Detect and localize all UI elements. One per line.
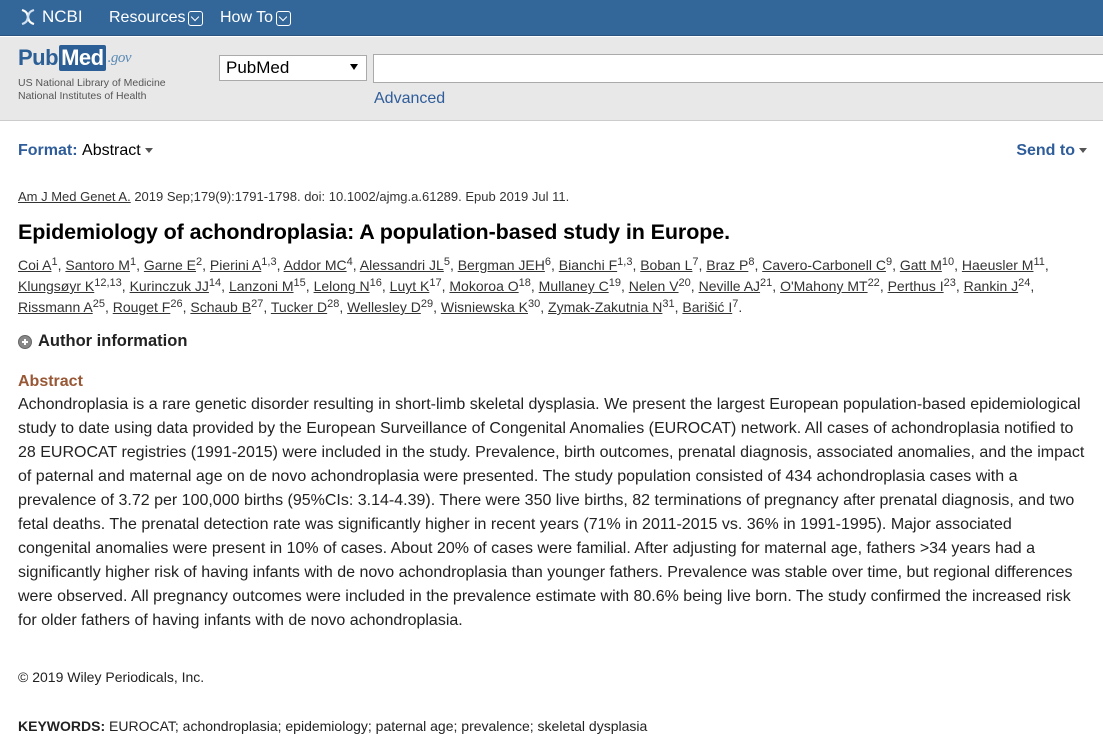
affiliation-number: 11	[1033, 256, 1045, 268]
affiliation-number: 1	[51, 256, 58, 268]
author-link[interactable]: Bianchi F	[558, 257, 618, 273]
resources-menu[interactable]	[109, 9, 203, 27]
author-link[interactable]: Barišić I	[682, 299, 733, 315]
ncbi-helix-icon	[18, 7, 38, 27]
author-link[interactable]: Mokoroa O	[449, 278, 519, 294]
author-link[interactable]: Braz P	[706, 257, 749, 273]
pubmed-logo[interactable]	[18, 45, 166, 103]
affiliation-number: 25	[92, 298, 105, 310]
advanced-search-link[interactable]: Advanced	[374, 90, 446, 107]
author-link[interactable]: Addor MC	[283, 257, 347, 273]
affiliation-number: 4	[346, 256, 353, 268]
ncbi-header-bar	[0, 0, 1103, 36]
author-link[interactable]: Klungsøyr K	[18, 278, 95, 294]
author-link[interactable]: Santoro M	[65, 257, 130, 273]
journal-link[interactable]: Am J Med Genet A.	[18, 189, 131, 204]
pubmed-wordmark	[18, 45, 166, 71]
author-information-toggle[interactable]	[18, 332, 187, 351]
affiliation-number: 17	[429, 277, 442, 289]
logo-gov: .gov	[107, 50, 131, 66]
database-select[interactable]	[219, 55, 367, 81]
affiliation-number: 27	[251, 298, 264, 310]
affiliation-number: 23	[943, 277, 956, 289]
copyright-notice: © 2019 Wiley Periodicals, Inc.	[18, 669, 205, 685]
send-to-label: Send to	[1016, 142, 1075, 159]
citation-line	[18, 189, 569, 204]
author-link[interactable]: Perthus I	[887, 278, 944, 294]
author-link[interactable]: Rouget F	[112, 299, 171, 315]
ncbi-logo-text: NCBI	[42, 7, 83, 26]
search-input[interactable]	[373, 54, 1103, 83]
author-link[interactable]: Kurinczuk JJ	[129, 278, 209, 294]
author-link[interactable]: Bergman JEH	[457, 257, 545, 273]
article-title: Epidemiology of achondroplasia: A population-based study in Europe.	[18, 220, 730, 244]
abstract-text: Achondroplasia is a rare genetic disorder resulting in short-limb skeletal dysplasia. We present the largest European population-based epidemiological study to date using data provided by the European Surveillance of Congenital Anomalies (EUROCAT) network. All cases of achondroplasia notified to 28 EUROCAT registries (1991-2015) were included in the study. Prevalence, birth outcomes, prenatal diagnosis, associated anomalies, and the impact of paternal and maternal age on de novo achondroplasia were presented. The study population consisted of 434 achondroplasia cases with a prevalence of 3.72 per 100,000 births (95%CIs: 3.14-4.39). There were 350 live births, 82 terminations of pregnancy after prenatal diagnosis, and two fetal deaths. The prenatal detection rate was significantly higher in recent years (71% in 2011-2015 vs. 36% in 1991-1995). Major associated congenital anomalies were present in 10% of cases. About 20% of cases were familial. After adjusting for maternal age, fathers >34 years had a significantly higher risk of having infants with de novo achondroplasia than younger fathers. Prevalence was stable over time, but regional differences were observed. All pregnancy outcomes were included in the prevalence estimate with 80.6% being live born. The study confirmed the increased risk for older fathers of having infants with de novo achondroplasia.	[18, 396, 1085, 629]
search-band	[0, 37, 1103, 121]
affiliation-number: 16	[369, 277, 382, 289]
author-link[interactable]: Coi A	[18, 257, 52, 273]
author-link[interactable]: Wisniewska K	[440, 299, 528, 315]
caret-down-icon	[145, 148, 153, 153]
author-link[interactable]: Tucker D	[270, 299, 328, 315]
citation-details: 2019 Sep;179(9):1791-1798. doi: 10.1002/ajmg.a.61289. Epub 2019 Jul 11.	[130, 189, 570, 204]
keywords-list: EUROCAT; achondroplasia; epidemiology; paternal age; prevalence; skeletal dysplasia	[109, 718, 648, 734]
logo-med: Med	[61, 45, 104, 70]
expand-plus-icon	[18, 335, 32, 349]
author-link[interactable]: Neville AJ	[698, 278, 761, 294]
chevron-down-icon	[188, 11, 203, 26]
author-link[interactable]: O'Mahony MT	[780, 278, 868, 294]
resources-label: Resources	[109, 9, 186, 26]
affiliation-number: 1,3	[617, 256, 633, 268]
affiliation-number: 8	[748, 256, 755, 268]
affiliation-number: 1	[129, 256, 137, 268]
author-link[interactable]: Lanzoni M	[228, 278, 294, 294]
affiliation-number: 31	[662, 298, 675, 310]
author-link[interactable]: Rankin J	[963, 278, 1019, 294]
affiliation-number: 29	[420, 298, 434, 310]
affiliation-number: 28	[327, 298, 340, 310]
database-selected-value: PubMed	[226, 58, 290, 77]
format-value: Abstract	[82, 142, 141, 159]
affiliation-number: 10	[941, 256, 955, 268]
affiliation-number: 12,13	[94, 277, 122, 289]
affiliation-number: 15	[293, 277, 306, 289]
author-link[interactable]: Schaub B	[190, 299, 252, 315]
how-to-label: How To	[220, 9, 274, 26]
author-link[interactable]: Alessandri JL	[359, 257, 444, 273]
how-to-menu[interactable]	[220, 9, 291, 27]
author-link[interactable]: Gatt M	[899, 257, 942, 273]
author-link[interactable]: Pierini A	[209, 257, 262, 273]
dropdown-arrow-icon	[350, 64, 358, 70]
caret-down-icon	[1079, 148, 1087, 153]
affiliation-number: 2	[196, 256, 203, 268]
affiliation-number: 20	[678, 277, 691, 289]
format-selector[interactable]: Format: Abstract	[18, 142, 153, 160]
author-list: Coi $A^1$, Santoro $M^1$, Garne $E^2$, Pierini A$^{1,3}$, Addor $MC^4$, Alessandri $JL^5$, Bergman JEH$^6$, Bianchi F$^{1,3}$, Boban $L^7$, Braz $P^8$, Cavero-Carbonell $C^9$, Gatt $M^{10}$, Haeusler $M^{11}$, Klungsøyr K$^{12,13}$, Kurinczuk JJ$^{14}$, Lanzoni $M^{15}$, Lelong $N^{16}$, Luyt $K^{17}$, Mokoroa $O^{18}$, Mullaney $C^{19}$, Nelen $V^{20}$, Neville AJ$^{21}$, O'Mahony MT$^{22}$, Perthus $I^{23}$, Rankin $J^{24}$, Rissmann $A^{25}$, Rouget $F^{26}$, Schaub $B^{27}$, Tucker $D^{28}$, Wellesley $D^{29}$, Wisniewska $K^{30}$, Zymak-Zakutnia $N^{31}$, Barišić $I^7$.	[18, 256, 1049, 315]
nlm-line: US National Library of Medicine	[18, 77, 166, 89]
author-link[interactable]: Garne E	[143, 257, 197, 273]
affiliation-number: 30	[528, 298, 541, 310]
affiliation-number: 7	[692, 256, 699, 268]
abstract-heading: Abstract	[18, 373, 83, 390]
author-link[interactable]: Mullaney C	[538, 278, 609, 294]
affiliation-number: 26	[170, 298, 183, 310]
format-label: Format	[18, 142, 73, 159]
affiliation-number: 22	[867, 277, 880, 289]
affiliation-number: 24	[1018, 277, 1031, 289]
affiliation-number: 6	[544, 256, 551, 268]
logo-pub: Pub	[18, 45, 59, 70]
author-link[interactable]: Wellesley D	[347, 299, 421, 315]
author-link[interactable]: Lelong N	[313, 278, 370, 294]
affiliation-number: 5	[443, 256, 450, 268]
ncbi-logo[interactable]	[18, 7, 83, 27]
author-link[interactable]: Zymak-Zakutnia N	[548, 299, 663, 315]
affiliation-number: 21	[760, 277, 773, 289]
author-info-label: Author information	[38, 332, 188, 350]
affiliation-number: 18	[518, 277, 531, 289]
affiliation-number: 9	[885, 256, 893, 268]
keywords	[18, 718, 647, 734]
affiliation-number: 14	[208, 277, 222, 289]
nih-line: National Institutes of Health	[18, 90, 147, 102]
affiliation-number: 7	[732, 298, 739, 310]
chevron-down-icon	[276, 11, 291, 26]
affiliation-number: 1,3	[261, 256, 277, 268]
author-link[interactable]: Boban L	[640, 257, 693, 273]
keywords-label: KEYWORDS:	[18, 718, 106, 734]
affiliation-number: 19	[608, 277, 621, 289]
send-to-button[interactable]	[1016, 142, 1087, 160]
author-link[interactable]: Nelen V	[628, 278, 679, 294]
nlm-subtitle	[18, 77, 166, 103]
author-link[interactable]: Cavero-Carbonell C	[762, 257, 886, 273]
author-link[interactable]: Luyt K	[389, 278, 430, 294]
author-link[interactable]: Rissmann A	[18, 299, 93, 315]
author-link[interactable]: Haeusler M	[961, 257, 1034, 273]
